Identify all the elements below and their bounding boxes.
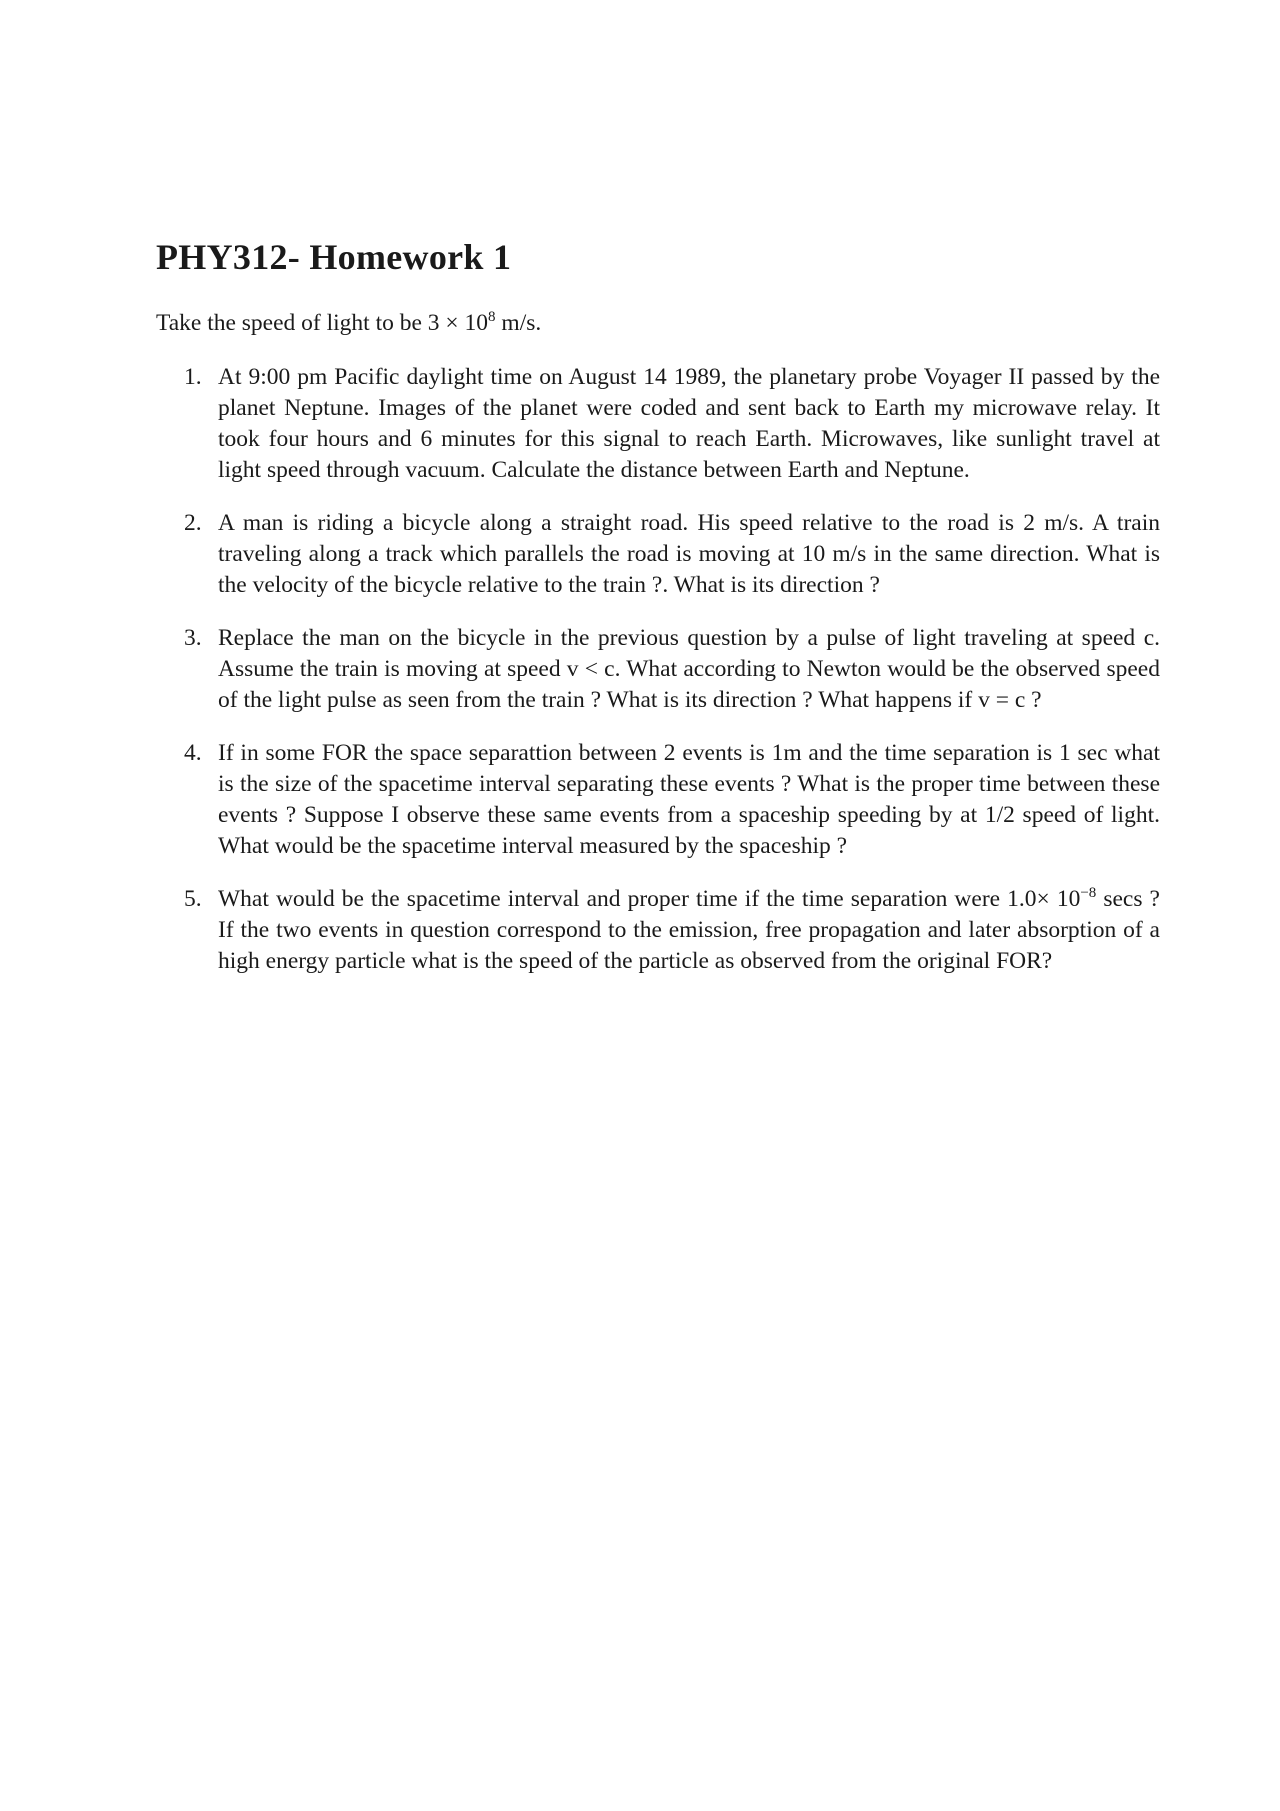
intro-exponent: 8: [488, 309, 496, 326]
intro-text-before: Take the speed of light to be 3 × 10: [156, 310, 489, 336]
problem-number: 3.: [184, 625, 202, 651]
problem-text: [218, 886, 1160, 974]
problem-2: [156, 508, 1160, 601]
problem-text: If in some FOR the space separattion between 2 events is 1m and the time separation is 1 sec what is the size of the spacetime interval separating these events ? What is the proper time between these events ? Suppose I observe these same events from a spaceship speeding by at 1/2 speed of light. What would be the spacetime interval measured by the spaceship ?: [218, 740, 1160, 859]
problem-3: [156, 623, 1160, 716]
intro-text-after: m/s.: [495, 310, 542, 336]
problem-5: [156, 884, 1160, 977]
problem-number: 1.: [184, 364, 202, 390]
problem-exponent: −8: [1080, 885, 1097, 902]
problem-1: [156, 362, 1160, 486]
problem-text: A man is riding a bicycle along a straight road. His speed relative to the road is 2 m/s. A train traveling along a track which parallels the road is moving at 10 m/s in the same direction. What is the velocity of the bicycle relative to the train ?. What is its direction ?: [218, 510, 1160, 598]
problem-number: 4.: [184, 740, 202, 766]
problem-number: 5.: [184, 886, 202, 912]
intro-text: [156, 308, 541, 339]
problem-list: [156, 362, 1160, 999]
problem-number: 2.: [184, 510, 202, 536]
problem-text: At 9:00 pm Pacific daylight time on August 14 1989, the planetary probe Voyager II passed by the planet Neptune. Images of the planet were coded and sent back to Earth my microwave relay. It took four hours and 6 minutes for this signal to reach Earth. Microwaves, like sunlight travel at light speed through vacuum. Calculate the distance between Earth and Neptune.: [218, 364, 1160, 483]
problem-text-before: What would be the spacetime interval and proper time if the time separation were 1.0× 10: [218, 886, 1081, 912]
problem-text-after: secs ? If the two events in question correspond to the emission, free propagation and later absorption of a high energy particle what is the speed of the particle as observed from the original FOR?: [218, 886, 1160, 974]
page-title: PHY312- Homework 1: [156, 237, 512, 277]
problem-4: [156, 738, 1160, 862]
problem-text: Replace the man on the bicycle in the previous question by a pulse of light traveling at speed c. Assume the train is moving at speed v < c. What according to Newton would be the observed speed of the light pulse as seen from the train ? What is its direction ? What happens if v = c ?: [218, 625, 1160, 713]
